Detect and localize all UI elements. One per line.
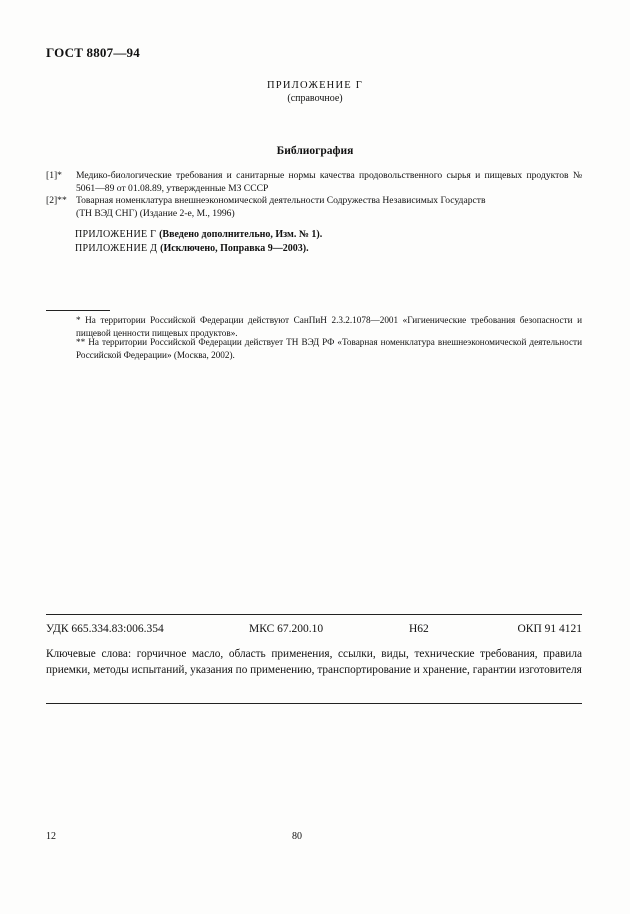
bibliography-entry [46, 194, 582, 220]
footnote-separator [46, 310, 110, 311]
page-number-left: 12 [46, 831, 56, 842]
keywords: Ключевые слова: горчичное масло, область применения, ссылки, виды, технические требования, правила приемки, методы испытаний, указания по применению, транспортирование и хранение, гарантии изготовителя [46, 648, 582, 676]
bottom-rule [46, 703, 582, 704]
entry-text: Медико-биологические требования и санитарные нормы качества продовольственного сырья и пищевых продуктов № 5061—89 от 01.08.89, утвержденные МЗ СССР [76, 170, 582, 194]
bibliography-entry [46, 169, 582, 195]
appendix-note-label: ПРИЛОЖЕНИЕ Д [75, 243, 158, 254]
udk-code: УДК 665.334.83:006.354 [46, 623, 164, 635]
bibliography-title: Библиография [276, 145, 354, 157]
entry-mark: [1]* [46, 170, 62, 181]
group-code: Н62 [409, 623, 429, 635]
top-rule [46, 614, 582, 615]
footnote [46, 336, 582, 362]
appendix-subtitle: (справочное) [287, 93, 343, 104]
appendix-title: ПРИЛОЖЕНИЕ Г [267, 80, 363, 91]
entry-mark: [2]** [46, 195, 67, 206]
appendix-note [75, 243, 309, 254]
entry-text-line2: (ТН ВЭД СНГ) (Издание 2-е, М., 1996) [76, 208, 235, 219]
page-number-center: 80 [292, 831, 302, 842]
footnote-text: ** На территории Российской Федерации действует ТН ВЭД РФ «Товарная номенклатура внешнеэкономической деятельности Российской Федерации» (Москва, 2002). [76, 337, 582, 360]
appendix-note-text: (Исключено, Поправка 9—2003). [160, 243, 309, 254]
appendix-note-text: (Введено дополнительно, Изм. № 1). [159, 229, 323, 240]
classification-line [46, 623, 582, 639]
appendix-note [75, 229, 322, 240]
document-header: ГОСТ 8807—94 [46, 45, 140, 60]
mks-code: МКС 67.200.10 [249, 623, 324, 635]
appendix-note-label: ПРИЛОЖЕНИЕ Г [75, 229, 157, 240]
footnote-text: * На территории Российской Федерации действуют СанПиН 2.3.2.1078—2001 «Гигиенические требования безопасности и пищевой ценности пищевых продуктов». [76, 315, 582, 338]
entry-text-line1: Товарная номенклатура внешнеэкономической деятельности Содружества Независимых Государств [76, 195, 486, 206]
okp-code: ОКП 91 4121 [517, 623, 582, 635]
